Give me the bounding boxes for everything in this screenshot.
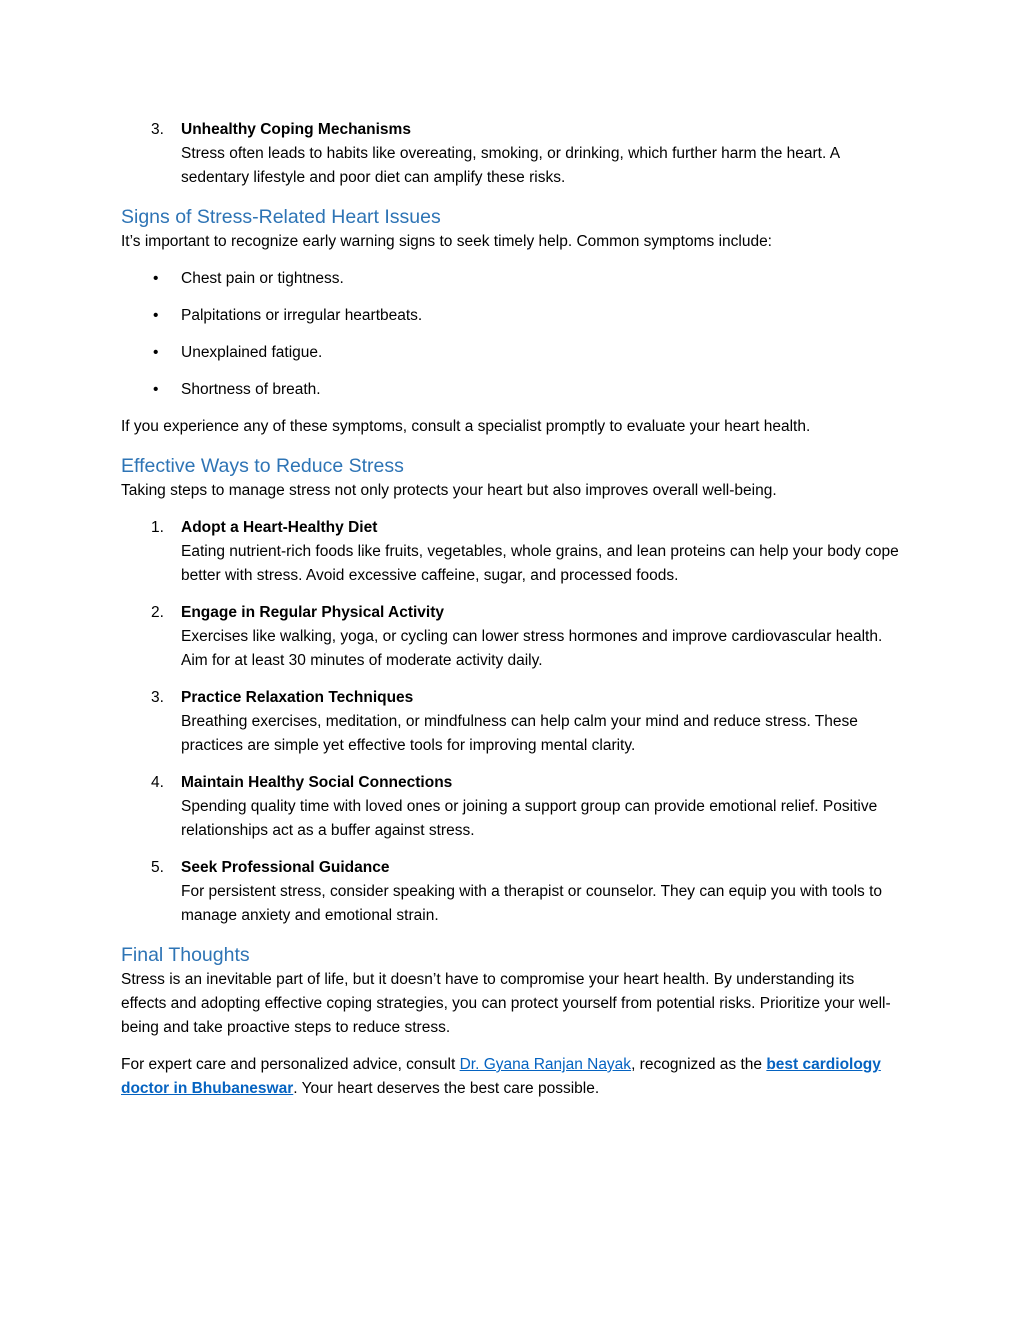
list-item-body: For persistent stress, consider speaking with a therapist or counselor. They can equip you with tools to manage anxiety and emotional strain. — [181, 883, 883, 924]
list-item-title: Adopt a Heart-Healthy Diet — [181, 519, 378, 536]
cta-middle: , recognized as the — [631, 1056, 767, 1073]
cta-paragraph — [121, 1053, 901, 1101]
list-item-title: Engage in Regular Physical Activity — [181, 604, 445, 621]
list-item-body: Spending quality time with loved ones or joining a support group can provide emotional relief. Positive relationships act as a buffer against stress. — [181, 798, 878, 839]
list-item-title: Maintain Healthy Social Connections — [181, 774, 453, 791]
section-heading-ways: Effective Ways to Reduce Stress — [121, 455, 404, 477]
list-item — [121, 856, 901, 928]
bullet-icon: • — [153, 307, 159, 324]
bullet-item — [121, 378, 901, 402]
final-paragraph: Stress is an inevitable part of life, but it doesn’t have to compromise your heart health. By understanding its effects and adopting effective coping strategies, you can protect yourself from potential risks. Prioritize your well-being and take proactive steps to reduce stress. — [121, 971, 891, 1036]
cta-prefix: For expert care and personalized advice, consult — [121, 1056, 460, 1073]
list-item — [121, 516, 901, 588]
list-item-body: Exercises like walking, yoga, or cycling can lower stress hormones and improve cardiovascular health. Aim for at least 30 minutes of moderate activity daily. — [181, 628, 883, 669]
list-item — [121, 601, 901, 673]
bullet-icon: • — [153, 344, 159, 361]
bullet-text: Palpitations or irregular heartbeats. — [181, 307, 423, 324]
list-item-body: Breathing exercises, meditation, or mindfulness can help calm your mind and reduce stress. These practices are simple yet effective tools for improving mental clarity. — [181, 713, 858, 754]
cta-suffix: . Your heart deserves the best care possible. — [293, 1080, 600, 1097]
list-item-body: Stress often leads to habits like overeating, smoking, or drinking, which further harm the heart. A sedentary lifestyle and poor diet can amplify these risks. — [181, 145, 840, 186]
section-heading-signs: Signs of Stress-Related Heart Issues — [121, 206, 441, 228]
list-item — [121, 686, 901, 758]
bullet-text: Shortness of breath. — [181, 381, 321, 398]
list-item-title: Unhealthy Coping Mechanisms — [181, 121, 411, 138]
list-item-title: Practice Relaxation Techniques — [181, 689, 414, 706]
list-item-body: Eating nutrient-rich foods like fruits, vegetables, whole grains, and lean proteins can help your body cope better with stress. Avoid excessive caffeine, sugar, and processed foods. — [181, 543, 899, 584]
bullet-text: Chest pain or tightness. — [181, 270, 344, 287]
ways-list — [121, 516, 901, 928]
bullet-item — [121, 267, 901, 291]
signs-intro: It’s important to recognize early warning signs to seek timely help. Common symptoms include: — [121, 233, 772, 250]
list-item — [121, 118, 901, 190]
bullet-text: Unexplained fatigue. — [181, 344, 323, 361]
list-item-title: Seek Professional Guidance — [181, 859, 390, 876]
best-cardiology-doctor-link[interactable]: best cardiology doctor in Bhubaneswar — [121, 1056, 881, 1097]
ways-intro: Taking steps to manage stress not only protects your heart but also improves overall well-being. — [121, 482, 777, 499]
doctor-link[interactable]: Dr. Gyana Ranjan Nayak — [459, 1056, 632, 1073]
list-number: 4. — [151, 774, 164, 791]
list-number: 5. — [151, 859, 164, 876]
section-heading-final: Final Thoughts — [121, 944, 250, 966]
symptoms-list — [121, 267, 901, 402]
list-number: 1. — [151, 519, 164, 536]
list-number: 3. — [151, 121, 164, 138]
list-number: 2. — [151, 604, 164, 621]
bullet-item — [121, 304, 901, 328]
document-page — [121, 118, 901, 1101]
bullet-icon: • — [153, 381, 159, 398]
list-number: 3. — [151, 689, 164, 706]
bullet-icon: • — [153, 270, 159, 287]
bullet-item — [121, 341, 901, 365]
signs-outro: If you experience any of these symptoms, consult a specialist promptly to evaluate your heart health. — [121, 418, 811, 435]
list-item — [121, 771, 901, 843]
